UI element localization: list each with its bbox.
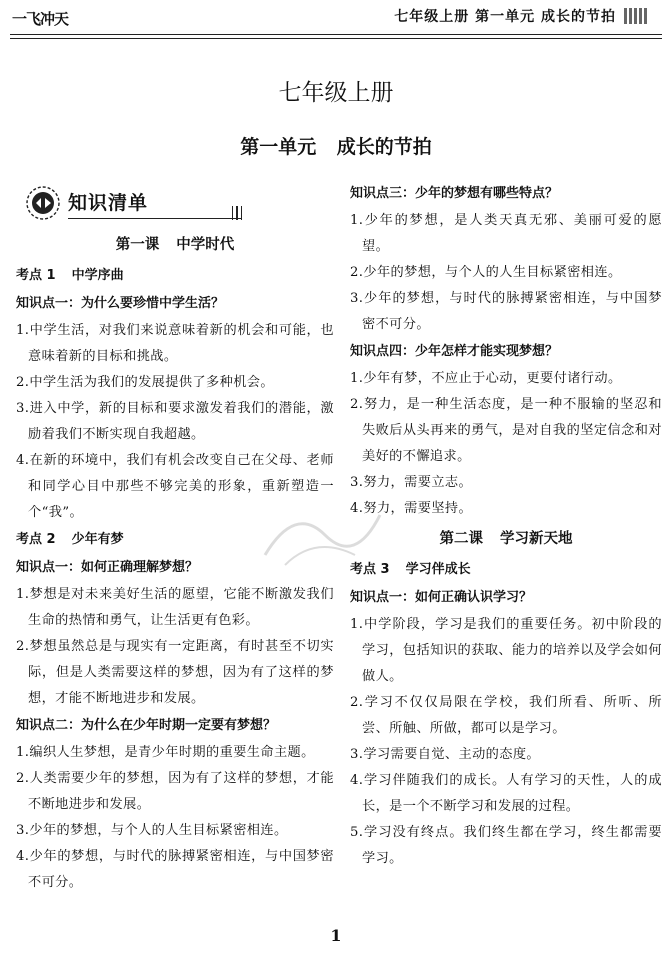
list-item: 3.少年的梦想，与时代的脉搏紧密相连，与中国梦密不可分。 [350, 291, 662, 332]
knowledge-point-heading: 知识点二：为什么在少年时期一定要有梦想？ [16, 718, 277, 733]
list-item: 2.学习不仅仅局限在学校，我们所看、所听、所尝、所触、所做，都可以是学习。 [350, 695, 662, 736]
watermark-logo [255, 495, 385, 575]
list-item: 1.中学生活，对我们来说意味着新的机会和可能，也意味着新的目标和挑战。 [16, 323, 334, 364]
list-item: 2.梦想虽然总是与现实有一定距离，有时甚至不切实际，但是人类需要这样的梦想，因为有了这样的梦想，才能不断地进步和发展。 [16, 639, 334, 706]
lesson-title: 第二课 学习新天地 [439, 531, 573, 547]
unit-title: 第一单元 成长的节拍 [240, 136, 432, 158]
list-item: 2.中学生活为我们的发展提供了多种机会。 [16, 375, 274, 390]
running-header-title: 七年级上册 第一单元 成长的节拍 [394, 9, 616, 25]
header-decoration [624, 8, 664, 28]
list-item: 3.进入中学，新的目标和要求激发着我们的潜能，激励着我们不断实现自我超越。 [16, 401, 334, 442]
list-item: 4.少年的梦想，与时代的脉搏紧密相连，与中国梦密不可分。 [16, 849, 334, 890]
banner-title: 知识清单 [68, 192, 149, 214]
header-rule [10, 34, 662, 35]
list-item: 3.努力，需要立志。 [350, 475, 473, 490]
list-item: 2.少年的梦想，与个人的人生目标紧密相连。 [350, 265, 622, 280]
list-item: 2.人类需要少年的梦想，因为有了这样的梦想，才能不断地进步和发展。 [16, 771, 334, 812]
knowledge-point-heading: 知识点一：如何正确理解梦想？ [16, 560, 199, 575]
list-item: 1.中学阶段，学习是我们的重要任务。初中阶段的学习，包括知识的获取、能力的培养以及学会如何做人。 [350, 617, 662, 684]
list-item: 4.学习伴随我们的成长。人有学习的天性，人的成长，是一个不断学习和发展的过程。 [350, 773, 662, 814]
exam-point-heading: 考点 3 学习伴成长 [350, 562, 471, 577]
list-item: 4.努力，需要坚持。 [350, 501, 473, 516]
list-item: 1.编织人生梦想，是青少年时期的重要生命主题。 [16, 745, 315, 760]
header-rule-thin [10, 38, 662, 39]
stamp-icon [24, 184, 62, 222]
list-item: 1.少年的梦想，是人类天真无邪、美丽可爱的愿望。 [350, 213, 662, 254]
page-header [0, 0, 672, 40]
list-item: 2.努力，是一种生活态度，是一种不服输的坚忍和失败后从头再来的勇气，是对自我的坚定信念和对美好的不懈追求。 [350, 397, 662, 464]
page-number: 1 [330, 926, 342, 945]
list-item: 1.梦想是对未来美好生活的愿望，它能不断激发我们生命的热情和勇气，让生活更有色彩。 [16, 587, 334, 628]
grade-title: 七年级上册 [278, 80, 394, 106]
knowledge-point-heading: 知识点三：少年的梦想有哪些特点？ [350, 186, 559, 201]
knowledge-point-heading: 知识点一：如何正确认识学习？ [350, 590, 533, 605]
exam-point-heading: 考点 1 中学序曲 [16, 268, 124, 283]
knowledge-point-heading: 知识点四：少年怎样才能实现梦想？ [350, 344, 559, 359]
list-item: 3.少年的梦想，与个人的人生目标紧密相连。 [16, 823, 288, 838]
brand-logo: 一飞冲天 [12, 10, 69, 28]
list-item: 5.学习没有终点。我们终生都在学习，终生都需要学习。 [350, 825, 662, 866]
lesson-title: 第一课 中学时代 [115, 237, 235, 253]
right-column [350, 180, 662, 872]
list-item: 3.学习需要自觉、主动的态度。 [350, 747, 541, 762]
list-item: 1.少年有梦，不应止于心动，更要付诸行动。 [350, 371, 622, 386]
knowledge-list-banner [24, 182, 334, 228]
exam-point-heading: 考点 2 少年有梦 [16, 532, 124, 547]
list-item: 4.在新的环境中，我们有机会改变自己在父母、老师和同学心目中那些不够完美的形象，重新塑造一个“我”。 [16, 453, 334, 520]
knowledge-point-heading: 知识点一：为什么要珍惜中学生活？ [16, 296, 225, 311]
